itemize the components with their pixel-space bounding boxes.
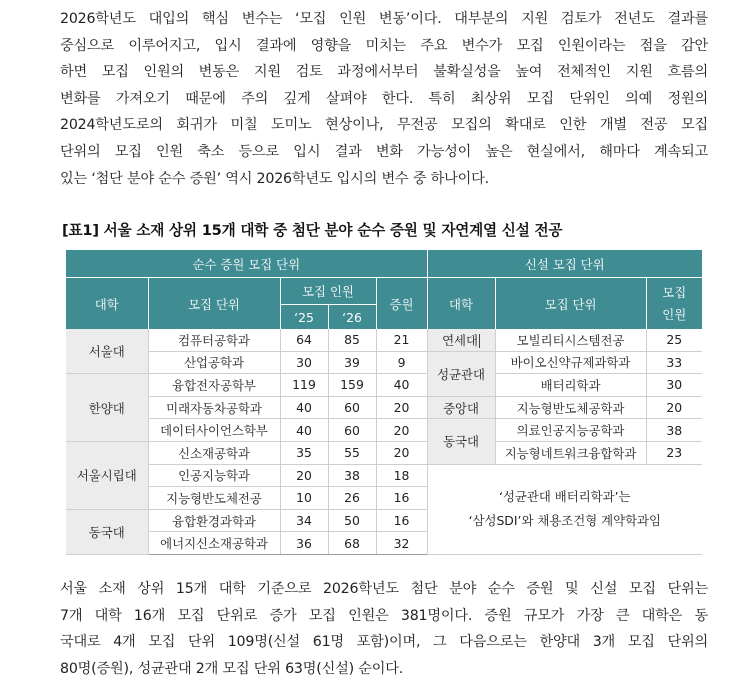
unit-cell-right: 의료인공지능공학과 [495, 419, 646, 442]
y25-cell: 34 [280, 509, 328, 532]
col-header-univ-right: 대학 [427, 278, 495, 330]
y26-cell: 39 [328, 351, 376, 374]
quota-cell-right: 25 [646, 329, 702, 351]
y25-cell: 35 [280, 441, 328, 464]
y26-cell: 159 [328, 374, 376, 397]
text-line: 단위의 모집 인원 축소 등으로 입시 결과 변화 가능성이 높은 현실에서, 해마다 계속되고 [60, 143, 708, 160]
unit-cell-right: 지능형네트워크융합학과 [495, 441, 646, 464]
text-line: 2026학년도 대입의 핵심 변수는 ‘모집 인원 변동’이다. 대부분의 지원 검토가 전년도 결과를 [60, 11, 708, 27]
table-row [66, 441, 702, 464]
note-line: ‘삼성SDI’와 채용조건형 계약학과임 [468, 513, 661, 529]
col-header-increase: 증원 [376, 278, 427, 330]
y26-cell: 60 [328, 396, 376, 419]
y25-cell: 30 [280, 351, 328, 374]
text-line: 2024학년도로의 회귀가 미칠 도미노 현상이나, 무전공 모집의 확대로 인한 개별 전공 모집 [60, 117, 708, 134]
note-line: ‘성균관대 배터리학과’는 [499, 489, 631, 505]
col-header-unit-right: 모집 단위 [495, 278, 646, 330]
y25-cell: 119 [280, 374, 328, 397]
y26-cell: 50 [328, 509, 376, 532]
y26-cell: 55 [328, 441, 376, 464]
col-header-quota-right: 모집 인원 [646, 278, 702, 330]
text-line: 변화를 가져오기 때문에 주의 깊게 살펴야 한다. 특히 최상위 모집 단위인 의예 정원의 [60, 90, 708, 107]
y25-cell: 64 [280, 329, 328, 351]
quota-cell-right: 23 [646, 441, 702, 464]
univ-cell-right: 동국대 [427, 419, 495, 464]
col-header-2026: ‘26 [328, 305, 376, 330]
y25-cell: 10 [280, 487, 328, 510]
y25-cell: 40 [280, 419, 328, 442]
univ-cell: 동국대 [66, 509, 148, 554]
table-note [427, 464, 702, 554]
y26-cell: 38 [328, 464, 376, 487]
univ-cell-right: 성균관대 [427, 351, 495, 396]
col-header-quota: 모집 인원 [280, 278, 376, 305]
table-row [66, 419, 702, 442]
col-header-univ: 대학 [66, 278, 148, 330]
unit-cell: 컴퓨터공학과 [148, 329, 280, 351]
y25-cell: 36 [280, 532, 328, 555]
quota-cell-right: 38 [646, 419, 702, 442]
increase-cell: 20 [376, 419, 427, 442]
table-row [66, 329, 702, 351]
unit-cell-right: 배터리학과 [495, 374, 646, 397]
col-header-2025: ‘25 [280, 305, 328, 330]
univ-cell: 서울대 [66, 329, 148, 374]
right-group-header: 신설 모집 단위 [427, 250, 702, 278]
increase-cell: 21 [376, 329, 427, 351]
increase-cell: 32 [376, 532, 427, 555]
table-row [66, 464, 702, 487]
text-line: 있는 ‘첨단 분야 순수 증원’ 역시 2026학년도 입시의 변수 중 하나이다. [60, 170, 489, 187]
unit-cell-right: 모빌리티시스템전공 [495, 329, 646, 351]
increase-cell: 9 [376, 351, 427, 374]
text-line: 하면 모집 인원의 변동은 지원 검토 과정에서부터 불확실성을 높여 전체적인 지원 흐름의 [60, 64, 708, 81]
unit-cell: 인공지능학과 [148, 464, 280, 487]
increase-cell: 20 [376, 396, 427, 419]
unit-cell: 데이터사이언스학부 [148, 419, 280, 442]
univ-cell-right [427, 329, 495, 351]
unit-cell: 에너지신소재공학과 [148, 532, 280, 555]
increase-cell: 16 [376, 487, 427, 510]
unit-cell: 융합전자공학부 [148, 374, 280, 397]
y25-cell: 20 [280, 464, 328, 487]
univ-cell: 서울시립대 [66, 441, 148, 509]
unit-cell: 신소재공학과 [148, 441, 280, 464]
unit-cell: 융합환경과학과 [148, 509, 280, 532]
y26-cell: 85 [328, 329, 376, 351]
y26-cell: 68 [328, 532, 376, 555]
table-caption: [표1] 서울 소재 상위 15개 대학 중 첨단 분야 순수 증원 및 자연계열 신설 전공 [62, 222, 563, 239]
unit-cell-right: 지능형반도체공학과 [495, 396, 646, 419]
intro-paragraph [60, 6, 708, 192]
univ-name: 연세대 [442, 332, 478, 348]
text-line: 7개 대학 16개 모집 단위로 증가 모집 인원은 381명이다. 증원 규모가 가장 큰 대학은 동 [60, 607, 708, 624]
univ-cell: 한양대 [66, 374, 148, 442]
text-line: 80명(증원), 성균관대 2개 모집 단위 63명(신설) 순이다. [60, 660, 404, 677]
increase-cell: 20 [376, 441, 427, 464]
table-row [66, 374, 702, 397]
quota-cell-right: 33 [646, 351, 702, 374]
text-line: 중심으로 이루어지고, 입시 결과에 영향을 미치는 주요 변수가 모집 인원이라는 점을 감안 [60, 37, 708, 54]
unit-cell-right: 바이오신약규제과학과 [495, 351, 646, 374]
unit-cell: 지능형반도체전공 [148, 487, 280, 510]
increase-cell: 40 [376, 374, 427, 397]
quota-cell-right: 30 [646, 374, 702, 397]
table-row [66, 351, 702, 374]
unit-cell: 산업공학과 [148, 351, 280, 374]
y26-cell: 26 [328, 487, 376, 510]
text-line: 서울 소재 상위 15개 대학 기준으로 2026학년도 첨단 분야 순수 증원 및 신설 모집 단위는 [60, 581, 708, 597]
y26-cell: 60 [328, 419, 376, 442]
univ-cell-right: 중앙대 [427, 396, 495, 419]
increase-cell: 16 [376, 509, 427, 532]
left-group-header: 순수 증원 모집 단위 [66, 250, 427, 278]
data-table [66, 250, 702, 555]
text-line: 국대로 4개 모집 단위 109명(신설 61명 포함)이며, 그 다음으로는 한양대 3개 모집 단위의 [60, 634, 708, 651]
y25-cell: 40 [280, 396, 328, 419]
quota-cell-right: 20 [646, 396, 702, 419]
summary-paragraph [60, 576, 708, 682]
text-cursor [479, 334, 480, 348]
table-row [66, 396, 702, 419]
increase-cell: 18 [376, 464, 427, 487]
col-header-unit: 모집 단위 [148, 278, 280, 330]
unit-cell: 미래자동차공학과 [148, 396, 280, 419]
